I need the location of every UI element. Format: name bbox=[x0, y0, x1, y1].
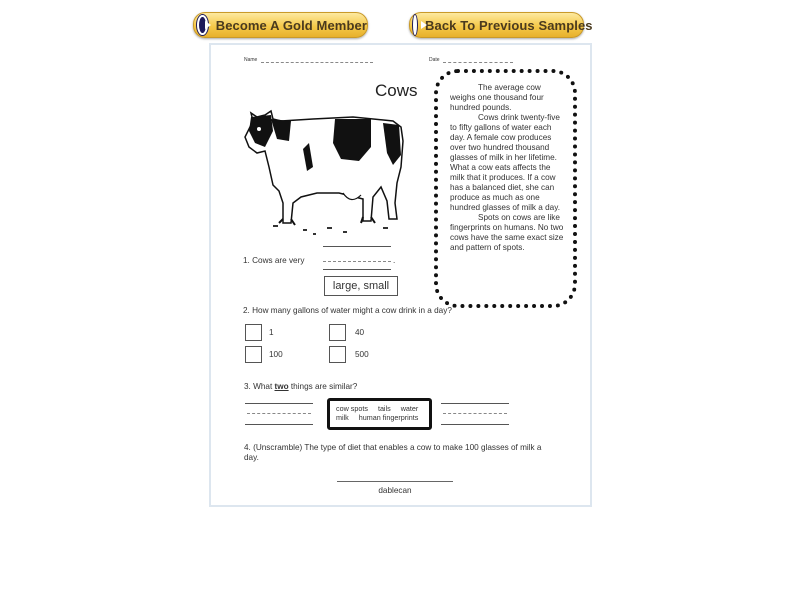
q4-scrambled-word: dablecan bbox=[378, 486, 412, 495]
become-gold-member-label: Become A Gold Member bbox=[215, 17, 367, 33]
fact-paragraph: Spots on cows are like fingerprints on humans. No two cows have the same exact size and pattern of spots. bbox=[450, 213, 564, 252]
q3-word-bank bbox=[327, 398, 432, 430]
q4-answer-line[interactable] bbox=[337, 481, 453, 482]
q2-option-500: 500 bbox=[355, 350, 369, 359]
q2-checkbox-1[interactable] bbox=[245, 324, 262, 341]
q3-prompt: 3. What two things are similar? bbox=[244, 382, 358, 391]
fact-paragraph: Cows drink twenty-five to fifty gallons of water each day. A female cow produces over two hundred thousand glasses of milk in her lifetime. What a cow eats affects the milk that it produces. If a cow has a balanced diet, she can produce as much as one hundred glasses of milk a day. bbox=[450, 113, 560, 212]
become-gold-member-button[interactable] bbox=[193, 12, 368, 38]
q3-left-answer-line[interactable] bbox=[247, 413, 311, 414]
facts-bubble bbox=[434, 69, 577, 308]
q4-prompt: 4. (Unscramble) The type of diet that enables a cow to make 100 glasses of milk a day. bbox=[244, 443, 542, 462]
q2-option-100: 100 bbox=[269, 350, 283, 359]
q2-prompt: 2. How many gallons of water might a cow drink in a day? bbox=[243, 306, 452, 315]
q3-word-bank-line-1: cow spots tails water bbox=[336, 404, 419, 413]
q1-choices-box: large, small bbox=[324, 276, 398, 296]
play-icon bbox=[413, 15, 417, 35]
worksheet-title: Cows bbox=[375, 81, 418, 100]
date-line bbox=[443, 62, 513, 63]
q3-right-line-top bbox=[441, 403, 509, 404]
q2-checkbox-500[interactable] bbox=[329, 346, 346, 363]
q3-word-bank-line-2: milk human fingerprints bbox=[336, 413, 419, 422]
q2-checkbox-100[interactable] bbox=[245, 346, 262, 363]
fact-paragraph: The average cow weighs one thousand four hundred pounds. bbox=[450, 83, 544, 112]
q1-period: . bbox=[393, 256, 396, 265]
q3-right-answer-line[interactable] bbox=[443, 413, 507, 414]
q1-prompt: 1. Cows are very bbox=[243, 256, 305, 265]
q3-left-line-top bbox=[245, 403, 313, 404]
play-icon bbox=[197, 15, 208, 35]
q2-checkbox-40[interactable] bbox=[329, 324, 346, 341]
q3-right-line-bottom bbox=[441, 424, 509, 425]
back-to-previous-samples-button[interactable] bbox=[409, 12, 593, 38]
q1-answer-line-mid[interactable] bbox=[323, 261, 391, 262]
name-line bbox=[261, 62, 373, 63]
back-to-previous-samples-label: Back To Previous Samples bbox=[425, 17, 593, 33]
date-label: Date bbox=[429, 57, 440, 63]
q3-left-line-bottom bbox=[245, 424, 313, 425]
worksheet-preview bbox=[209, 43, 592, 507]
q1-answer-line-top bbox=[323, 246, 391, 247]
cow-illustration bbox=[243, 107, 411, 237]
q1-answer-line-bottom bbox=[323, 269, 391, 270]
q2-option-40: 40 bbox=[355, 328, 365, 337]
name-label: Name bbox=[244, 57, 258, 63]
q2-option-1: 1 bbox=[269, 328, 274, 337]
